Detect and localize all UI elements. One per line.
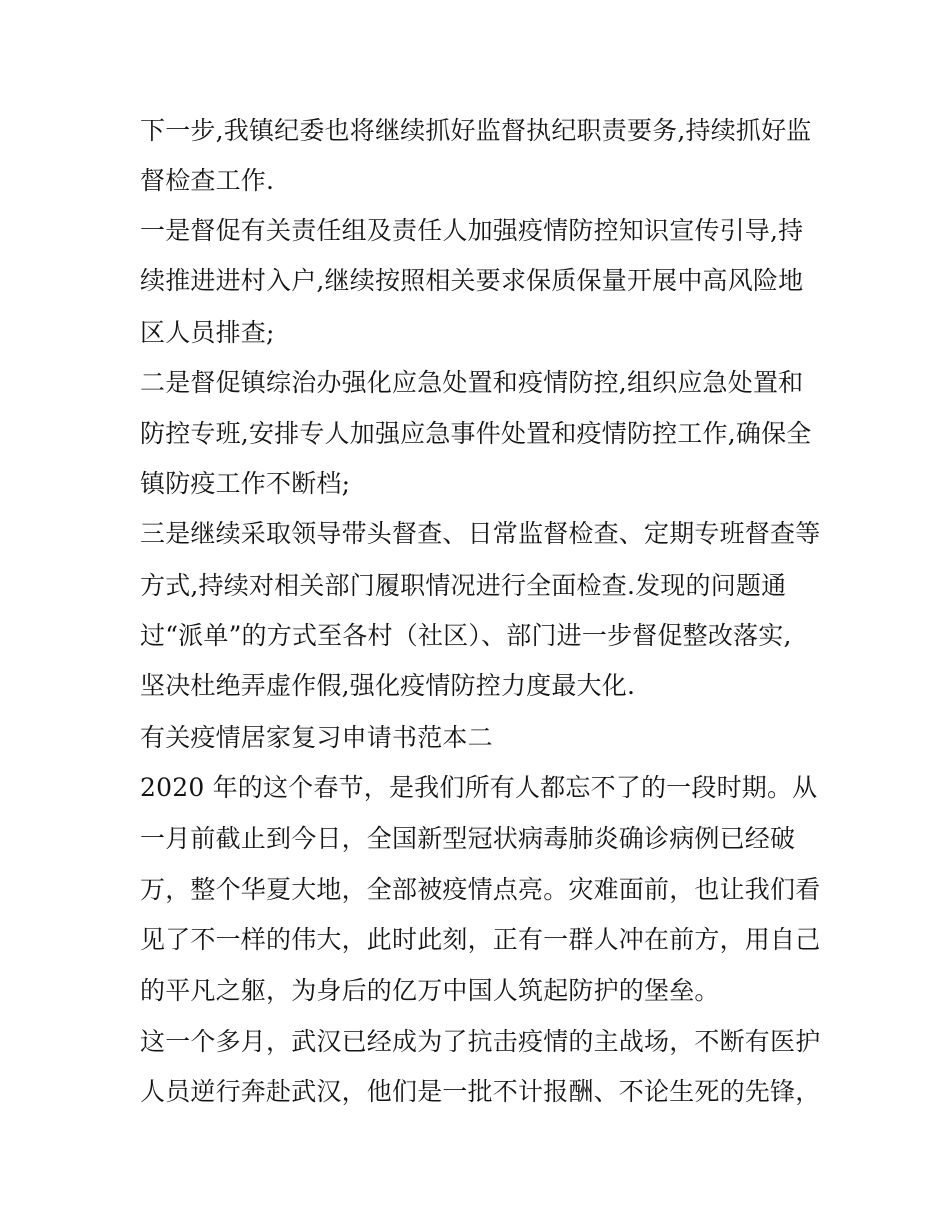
section-heading: 有关疫情居家复习申请书范本二 [140, 723, 493, 752]
text-line: 人员逆行奔赴武汉，他们是一批不计报酬、不论生死的先锋， [140, 1077, 821, 1106]
text-line: 方式,持续对相关部门履职情况进行全面检查.发现的问题通 [140, 571, 787, 600]
text-line: 一是督促有关责任组及责任人加强疫情防控知识宣传引导,持 [140, 216, 804, 245]
text-line: 的平凡之躯，为身后的亿万中国人筑起防护的堡垒。 [140, 976, 720, 1005]
text-line: 区人员排查; [140, 318, 275, 347]
text-line: 2020 年的这个春节，是我们所有人都忘不了的一段时期。从 [140, 773, 818, 802]
text-line: 一月前截止到今日，全国新型冠状病毒肺炎确诊病例已经破 [140, 824, 796, 853]
text-line: 防控专班,安排专人加强应急事件处置和疫情防控工作,确保全 [140, 419, 812, 448]
text-line: 镇防疫工作不断档; [140, 469, 351, 498]
text-line: 坚决杜绝弄虚作假,强化疫情防控力度最大化. [140, 671, 636, 700]
text-line: 三是继续采取领导带头督查、日常监督检查、定期专班督查等 [140, 519, 821, 548]
text-line: 下一步,我镇纪委也将继续抓好监督执纪职责要务,持续抓好监 [140, 116, 812, 145]
text-line: 过“派单”的方式至各村（社区）、部门进一步督促整改落实, [140, 621, 792, 650]
text-line: 二是督促镇综治办强化应急处置和疫情防控,组织应急处置和 [140, 368, 804, 397]
text-line: 续推进进村入户,继续按照相关要求保质保量开展中高风险地 [140, 266, 804, 295]
text-line: 见了不一样的伟大，此时此刻，正有一群人冲在前方，用自己 [140, 925, 821, 954]
text-line: 督检查工作. [140, 166, 275, 195]
text-line: 这一个多月，武汉已经成为了抗击疫情的主战场，不断有医护 [140, 1027, 821, 1056]
text-line: 万，整个华夏大地，全部被疫情点亮。灾难面前，也让我们看 [140, 875, 821, 904]
